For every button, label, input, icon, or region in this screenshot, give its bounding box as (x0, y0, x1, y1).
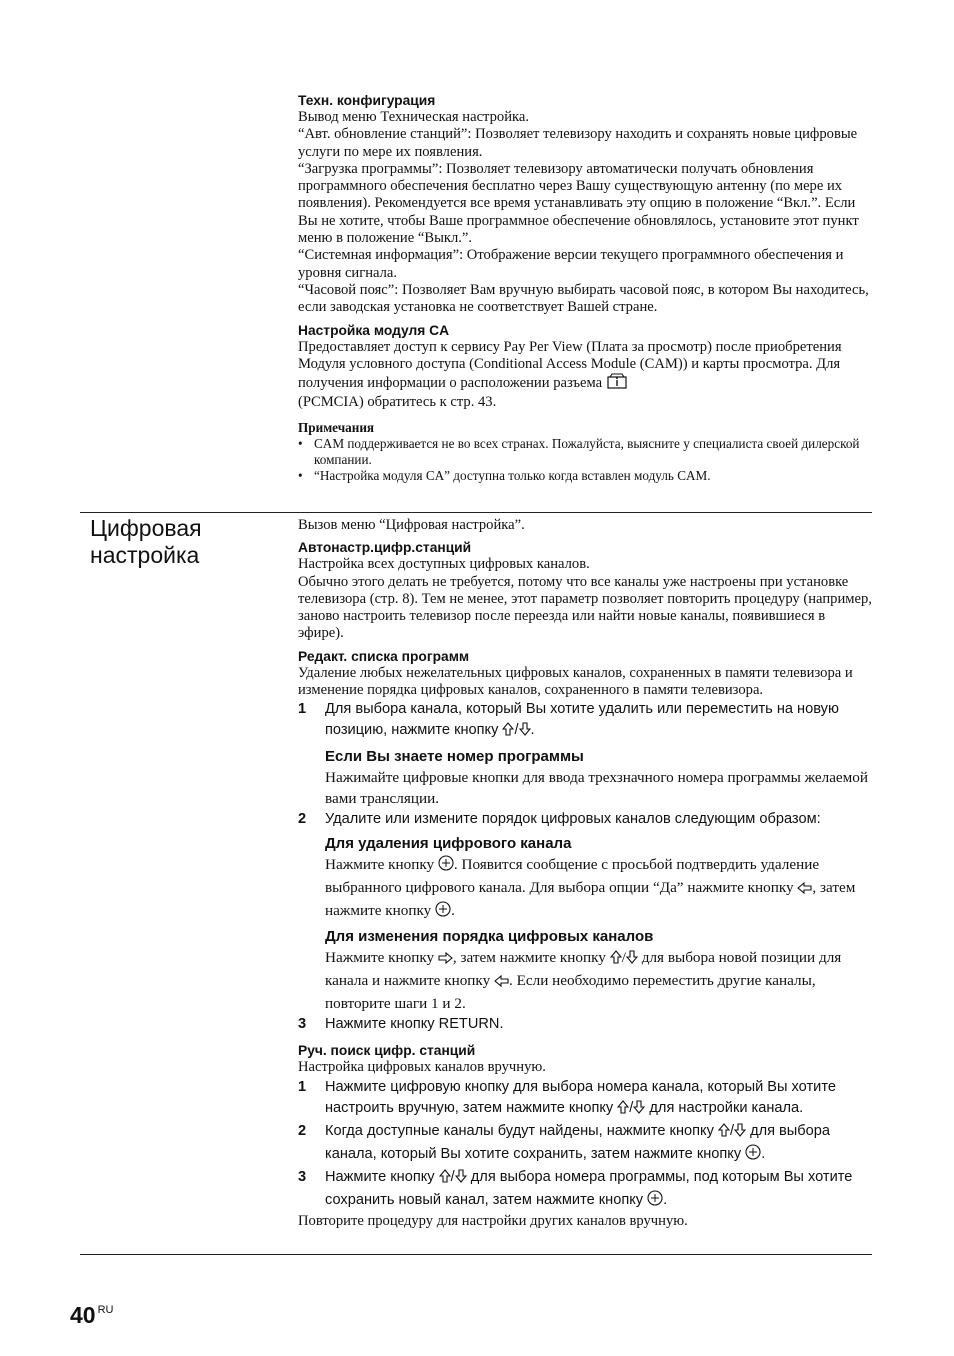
arrow-down-icon (734, 1123, 746, 1144)
paragraph: Вызов меню “Цифровая настройка”. (298, 517, 525, 533)
paragraph: Повторите процедуру для настройки других каналов вручную. (298, 1212, 688, 1229)
heading-auto-tune: Автонастр.цифр.станций (298, 540, 472, 556)
subheading: Для удаления цифрового канала (325, 835, 572, 853)
arrow-left-icon (494, 972, 509, 993)
step-item: 1 Нажмите цифровую кнопку для выбора номера канала, который Вы хотите настроить вручную, затем нажмите кнопку / для настройки канала. (298, 1077, 874, 1121)
heading-manual-search: Руч. поиск цифр. станций (298, 1043, 476, 1059)
arrow-up-icon (439, 1169, 451, 1190)
paragraph: “Системная информация”: Отображение версии текущего программного обеспечения и уровня сигнала. (298, 247, 844, 281)
paragraph: Обычно этого делать не требуется, потому что все каналы уже настроены при установке телевизора (стр. 8). Тем не менее, этот параметр позволяет повторить процедуру (например, заново настроить телевизор после переезда или найти новые каналы, появившиеся в эфире). (298, 573, 872, 642)
paragraph: Настройка цифровых каналов вручную. (298, 1059, 546, 1076)
paragraph: Удаление любых нежелательных цифровых каналов, сохраненных в памяти телевизора и изменение порядка цифровых каналов, сохраненного в памяти телевизора. (298, 664, 853, 699)
arrow-left-icon (797, 879, 812, 900)
paragraph: Нажимайте цифровые кнопки для ввода трехзначного номера программы желаемой вами трансляции. (325, 769, 869, 808)
step-item: 1 Для выбора канала, который Вы хотите удалить или переместить на новую позицию, нажмите кнопку / . (298, 699, 874, 743)
section-divider (80, 512, 872, 513)
paragraph: Предоставляет доступ к сервису Pay Per View (Плата за просмотр) после приобретения Модуля условного доступа (Conditional Access Module (CAM)) и карты просмотра. Для получения информации о расположении разъема (PCMCIA) обратитесь к стр. 43. (298, 338, 842, 411)
arrow-up-icon (617, 1100, 629, 1121)
enter-button-icon (647, 1190, 663, 1213)
arrow-down-icon (455, 1169, 467, 1190)
step-item: 3 Нажмите кнопку / для выбора номера программы, под которым Вы хотите сохранить новый канал, затем нажмите кнопку . (298, 1167, 874, 1213)
heading-edit-list: Редакт. списка программ (298, 648, 470, 664)
paragraph: “Авт. обновление станций”: Позволяет телевизору находить и сохранять новые цифровые услуги по мере их появления. (298, 126, 858, 160)
heading-tech-config: Техн. конфигурация (298, 93, 436, 108)
step-item: 3 Нажмите кнопку RETURN. (298, 1016, 504, 1033)
language-code: RU (97, 1304, 114, 1316)
step-item: 2 Удалите или измените порядок цифровых каналов следующим образом: (298, 811, 821, 828)
section-divider (80, 1254, 872, 1255)
paragraph: Нажмите кнопку , затем нажмите кнопку / для выбора новой позиции для канала и нажмите кнопку . Если необходимо переместить другие каналы, повторите шаги 1 и 2. (325, 949, 842, 1013)
arrow-down-icon (519, 722, 531, 743)
arrow-right-icon (438, 949, 453, 970)
arrow-up-icon (718, 1123, 730, 1144)
tech-config-block (298, 92, 874, 484)
paragraph: Вывод меню Техническая настройка. (298, 109, 529, 125)
section-title: Цифровая настройка (90, 515, 202, 568)
subheading: Для изменения порядка цифровых каналов (325, 928, 654, 946)
arrow-down-icon (626, 949, 638, 970)
paragraph: Нажмите кнопку . Появится сообщение с просьбой подтвердить удаление выбранного цифрового канала. Для выбора опции “Да” нажмите кнопку , затем нажмите кнопку . (325, 854, 874, 923)
arrow-down-icon (633, 1100, 645, 1121)
heading-ca-module: Настройка модуля CA (298, 322, 450, 338)
paragraph: “Часовой пояс”: Позволяет Вам вручную выбирать часовой пояс, в котором Вы находитесь, если заводская установка не соответствует Вашей стране. (298, 281, 869, 316)
pcmcia-slot-icon (606, 373, 628, 394)
arrow-up-icon (610, 949, 622, 970)
arrow-up-icon (502, 722, 514, 743)
note-item: • “Настройка модуля CA” доступна только когда вставлен модуль CAM. (298, 467, 711, 483)
note-item: • CAM поддерживается не во всех странах. Пожалуйста, выясните у специалиста своей дилерской компании. (298, 435, 860, 467)
notes-title: Примечания (298, 419, 375, 435)
subheading: Если Вы знаете номер программы (325, 748, 584, 766)
enter-button-icon (438, 855, 454, 877)
enter-button-icon (745, 1144, 761, 1167)
page-number: 40 $^{RU}$ (70, 1302, 114, 1328)
paragraph: Настройка всех доступных цифровых каналов. (298, 556, 590, 573)
paragraph: “Загрузка программы”: Позволяет телевизору автоматически получать обновления программного обеспечения бесплатно через Вашу существующую антенну (по мере их появления). Рекомендуется все время устанавливать эту опцию в положение “Вкл.”. Если Вы не хотите, чтобы Ваше программное обеспечение обновлялось, установите этот пункт меню в положение “Выкл.”. (298, 160, 859, 247)
step-item: 2 Когда доступные каналы будут найдены, нажмите кнопку / для выбора канала, который Вы хотите сохранить, затем нажмите кнопку . (298, 1121, 874, 1167)
enter-button-icon (435, 901, 451, 923)
digital-setup-block (298, 517, 874, 1230)
